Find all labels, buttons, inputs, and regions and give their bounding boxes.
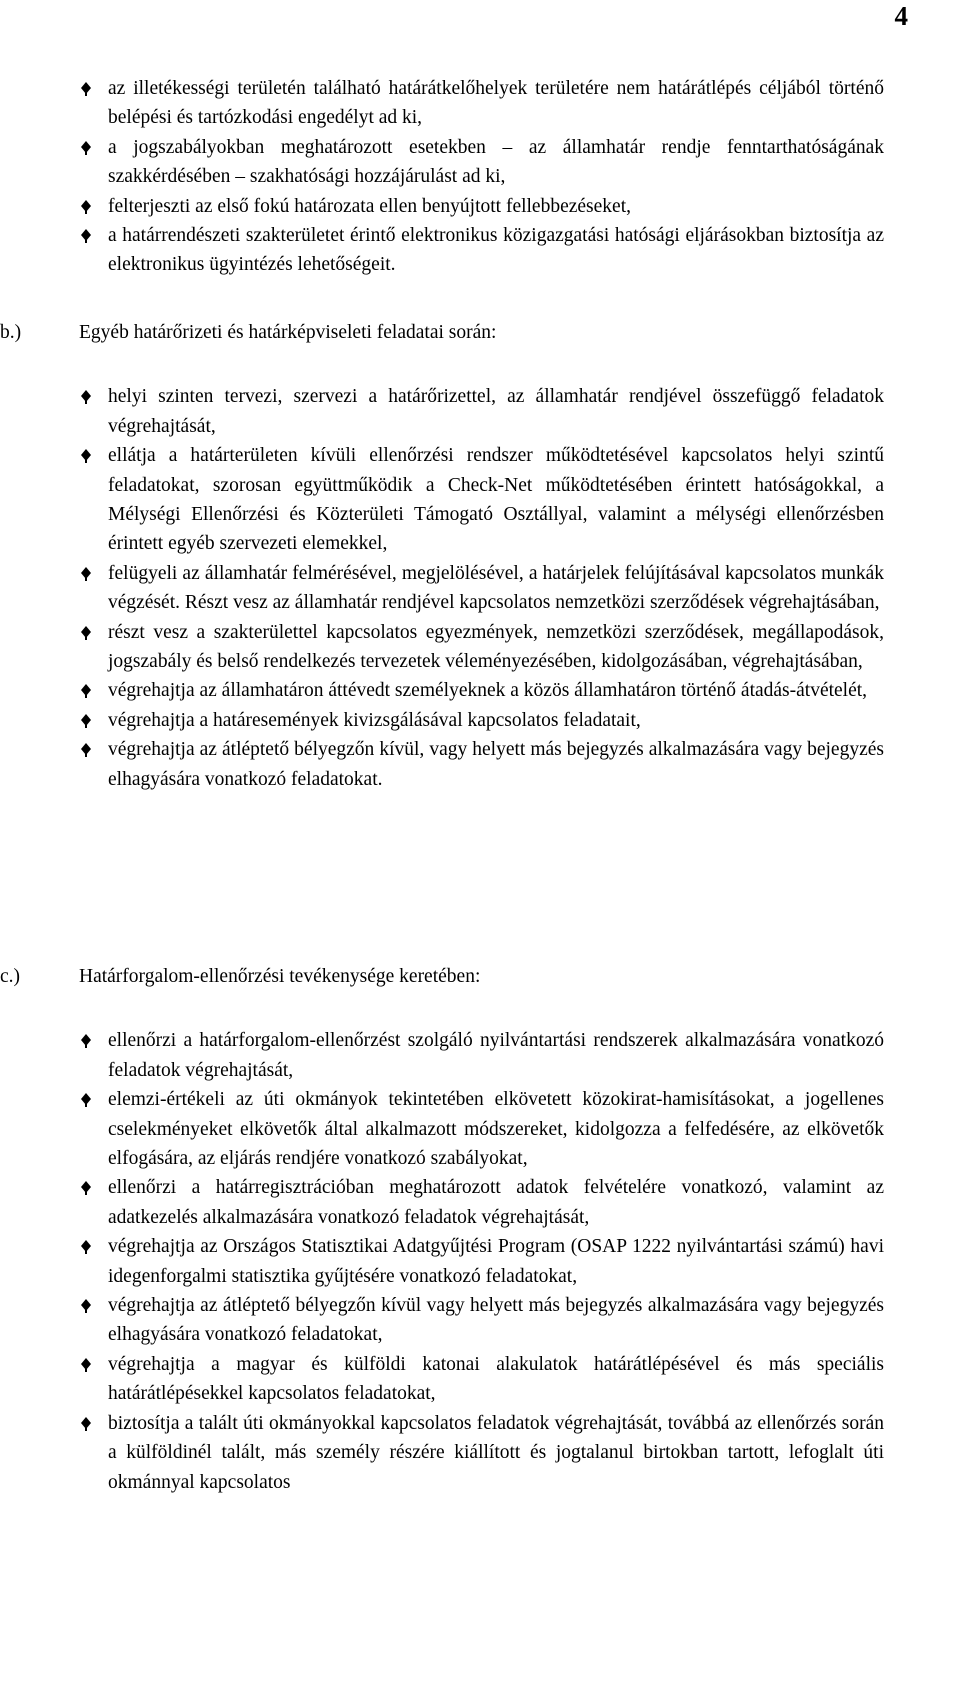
list-item	[0, 559, 960, 618]
diamond-bullet-icon	[79, 449, 93, 463]
list-item	[0, 618, 960, 677]
list-item-text: elemzi-értékeli az úti okmányok tekintetében elkövetett közokirat-hamisításokat, a jogellenes cselekményeket elkövetők által alkalmazott módszereket, kidolgozza a felfedésére, az elkövetők elfogására, az eljárás rendjére vonatkozó szabályokat,	[108, 1089, 884, 1170]
list-item	[0, 221, 960, 280]
list-item	[0, 1409, 960, 1497]
diamond-bullet-icon	[79, 626, 93, 640]
list-item	[0, 133, 960, 192]
list-item-text: végrehajtja az átléptető bélyegzőn kívül vagy helyett más bejegyzés alkalmazására vagy bejegyzés elhagyására vonatkozó feladatokat,	[108, 1295, 884, 1346]
list-item	[0, 676, 960, 705]
list-item	[0, 735, 960, 794]
list-item	[0, 1291, 960, 1350]
diamond-bullet-icon	[79, 714, 93, 728]
list-item	[0, 1085, 960, 1173]
list-item	[0, 1350, 960, 1409]
diamond-bullet-icon	[79, 1034, 93, 1048]
list-item	[0, 441, 960, 559]
section-heading	[0, 962, 960, 991]
section-b	[0, 318, 960, 794]
section-label: b.)	[0, 322, 22, 343]
diamond-bullet-icon	[79, 1181, 93, 1195]
list-item	[0, 1232, 960, 1291]
list-item	[0, 74, 960, 133]
list-item-text: végrehajtja az átléptető bélyegzőn kívül, vagy helyett más bejegyzés alkalmazására vagy bejegyzés elhagyására vonatkozó feladatokat.	[108, 739, 884, 790]
diamond-bullet-icon	[79, 684, 93, 698]
diamond-bullet-icon	[79, 141, 93, 155]
section-heading	[0, 318, 960, 347]
list-item	[0, 706, 960, 735]
list-item-text: helyi szinten tervezi, szervezi a határőrizettel, az államhatár rendjével összefüggő feladatok végrehajtását,	[108, 386, 884, 437]
section-heading-text: Egyéb határőrizeti és határképviseleti feladatai során:	[79, 322, 497, 343]
diamond-bullet-icon	[79, 82, 93, 96]
diamond-bullet-icon	[79, 743, 93, 757]
list-item-text: ellátja a határterületen kívüli ellenőrzési rendszer működtetésével kapcsolatos helyi szintű feladatokat, szorosan együttműködik a Check-Net működtetésében érintett hatóságokkal, a Mélységi Ellenőrzési és Közterületi Támogató Osztállyal, valamint a mélységi ellenőrzésben érintett egyéb szervezeti elemekkel,	[108, 445, 884, 555]
list-item-text: a jogszabályokban meghatározott esetekben – az államhatár rendje fenntarthatóságának szakkérdésében – szakhatósági hozzájárulást ad ki,	[108, 136, 884, 188]
list-item	[0, 1173, 960, 1232]
list-item	[0, 192, 960, 221]
section-c	[0, 962, 960, 1497]
list-item-text: biztosítja a talált úti okmányokkal kapcsolatos feladatok végrehajtását, továbbá az ellenőrzés során a külföldinél talált, más személy részére kiállított és jogtalanul birtokban tartott, lefoglalt úti okmánnyal kapcsolatos	[108, 1412, 884, 1493]
page-number: 4	[894, 1, 908, 31]
diamond-bullet-icon	[79, 567, 93, 581]
list-item-text: végrehajtja az Országos Statisztikai Adatgyűjtési Program (OSAP 1222 nyilvántartási számú) havi idegenforgalmi statisztika gyűjtésére vonatkozó feladatokat,	[108, 1236, 884, 1287]
section-heading-text: Határforgalom-ellenőrzési tevékenysége keretében:	[79, 966, 481, 987]
list-item-text: felterjeszti az első fokú határozata ellen benyújtott fellebbezéseket,	[108, 195, 631, 217]
diamond-bullet-icon	[79, 1358, 93, 1372]
diamond-bullet-icon	[79, 200, 93, 214]
diamond-bullet-icon	[79, 1093, 93, 1107]
list-item	[0, 382, 960, 441]
diamond-bullet-icon	[79, 390, 93, 404]
list-item-text: az illetékességi területén található határátkelőhelyek területére nem határátlépés céljából történő belépési és tartózkodási engedélyt ad ki,	[108, 78, 884, 129]
list-item-text: a határrendészeti szakterületet érintő elektronikus közigazgatási hatósági eljárásokban biztosítja az elektronikus ügyintézés lehetőségeit.	[108, 225, 884, 276]
diamond-bullet-icon	[79, 1240, 93, 1254]
continuation-list	[0, 74, 960, 280]
list-item-text: végrehajtja a határesemények kivizsgálásával kapcsolatos feladatait,	[108, 709, 641, 731]
list-item-text: ellenőrzi a határforgalom-ellenőrzést szolgáló nyilvántartási rendszerek alkalmazására vonatkozó feladatok végrehajtását,	[108, 1030, 884, 1081]
list-item	[0, 1026, 960, 1085]
diamond-bullet-icon	[79, 1299, 93, 1313]
list-item-text: részt vesz a szakterülettel kapcsolatos egyezmények, nemzetközi szerződések, megállapodások, jogszabály és belső rendelkezés tervezetek véleményezésében, kidolgozásában, végrehajtásában,	[108, 621, 884, 673]
list-item-text: végrehajtja az államhatáron áttévedt személyeknek a közös államhatáron történő átadás-átvételét,	[108, 680, 868, 702]
list-item-text: felügyeli az államhatár felmérésével, megjelölésével, a határjelek felújításával kapcsolatos munkák végzését. Részt vesz az államhatár rendjével kapcsolatos nemzetközi szerződések végrehajtásában,	[108, 562, 884, 614]
list-item-text: ellenőrzi a határregisztrációban meghatározott adatok felvételére vonatkozó, valamint az adatkezelés alkalmazására vonatkozó feladatok végrehajtását,	[108, 1177, 884, 1228]
diamond-bullet-icon	[79, 229, 93, 243]
section-label: c.)	[0, 966, 21, 987]
list-item-text: végrehajtja a magyar és külföldi katonai alakulatok határátlépésével és más speciális határátlépésekkel kapcsolatos feladatokat,	[108, 1353, 884, 1405]
diamond-bullet-icon	[79, 1417, 93, 1431]
